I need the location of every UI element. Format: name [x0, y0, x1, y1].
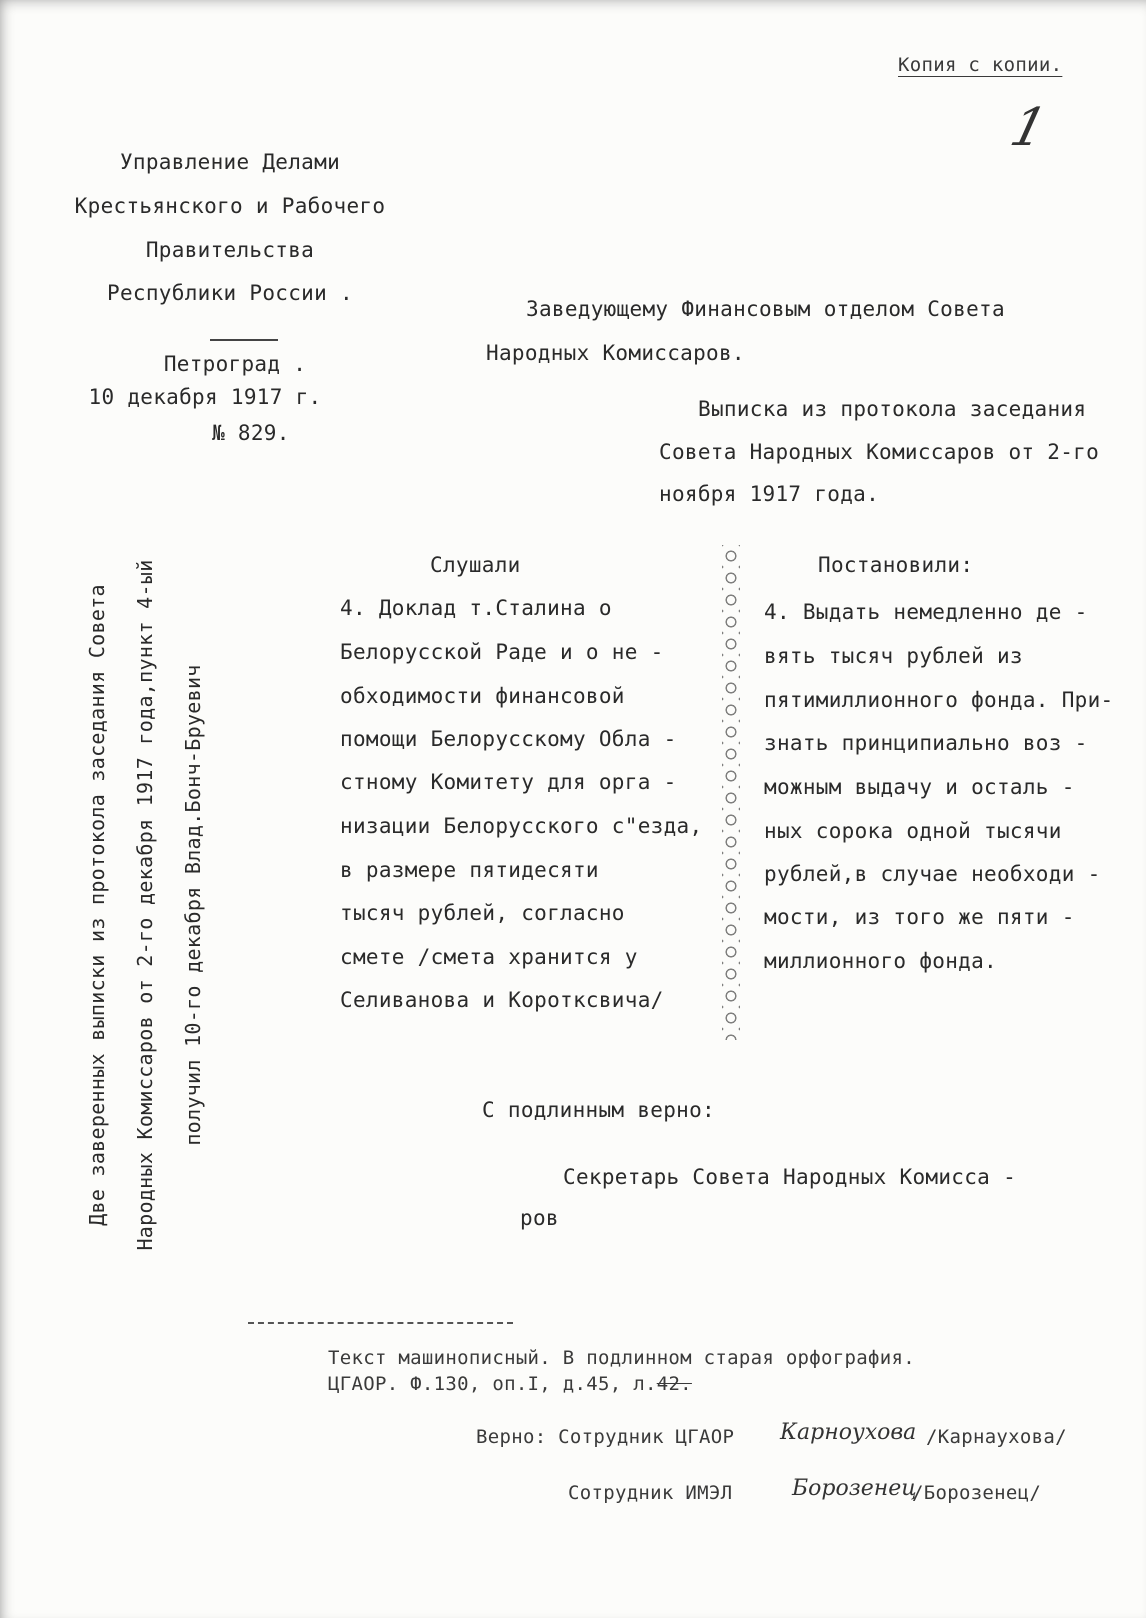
issuer-line-2: Крестьянского и Рабочего — [74, 194, 386, 218]
resolved-line: миллионного фонда. — [764, 949, 997, 973]
verified-signature: Карноухова — [780, 1420, 917, 1445]
resolved-line: 4. Выдать немедленно де - — [764, 600, 1088, 624]
issuer-date: 10 декабря 1917 г. — [88, 385, 322, 409]
resolved-line: мости, из того же пяти - — [764, 905, 1075, 929]
margin-note-line-2: Народных Комиссаров от 2-го декабря 1917 года,пункт 4-ый — [133, 559, 157, 1251]
resolved-heading: Постановили: — [818, 553, 974, 577]
archive-reference: ЦГАОР. Ф.130, оп.I, д.45, л. — [328, 1373, 657, 1395]
staff-label: Сотрудник ИМЭЛ — [568, 1482, 733, 1504]
secretary-line-1: Секретарь Совета Народных Комисса - — [563, 1165, 1017, 1189]
issuer-line-3: Правительства — [145, 238, 315, 262]
margin-note-line-1: Две заверенных выписки из протокола заседания Совета — [85, 584, 109, 1226]
subject-line-1: Выписка из протокола заседания — [698, 397, 1087, 421]
resolved-line: пятимиллионного фонда. При- — [764, 688, 1114, 712]
resolved-line: можным выдачу и осталь - — [764, 775, 1075, 799]
true-copy-line: С подлинным верно: — [482, 1098, 715, 1122]
copy-note: Копия с копии. — [898, 54, 1063, 76]
addressee-line-1: Заведующему Финансовым отделом Совета — [526, 297, 1005, 321]
resolved-line: рублей,в случае необходи - — [764, 862, 1101, 886]
heard-line: стному Комитету для орга - — [340, 770, 677, 794]
heard-line: смете /смета хранится у — [340, 945, 638, 969]
heard-line: Селиванова и Коротксвича/ — [340, 988, 664, 1012]
heard-line: тысяч рублей, согласно — [340, 901, 625, 925]
secretary-line-2: ров — [520, 1206, 559, 1230]
issuer-divider — [210, 339, 278, 341]
margin-note-line-3: получил 10-го декабря Влад.Бонч-Бруевич — [181, 664, 205, 1146]
archive-sheet: 42. — [656, 1373, 692, 1395]
heard-line: в размере пятидесяти — [340, 858, 599, 882]
staff-signature: Борозенец — [792, 1476, 917, 1501]
issuer-line-1: Управление Делами — [119, 150, 341, 174]
heard-line: Белорусской Раде и о не - — [340, 640, 664, 664]
resolved-line: вять тысяч рублей из — [764, 644, 1023, 668]
staff-name: /Борозенец/ — [912, 1482, 1042, 1504]
resolved-line: ных сорока одной тысячи — [764, 819, 1062, 843]
heard-line: помощи Белорусскому Обла - — [340, 727, 677, 751]
heard-line: обходимости финансовой — [340, 684, 625, 708]
subject-line-2: Совета Народных Комиссаров от 2-го — [659, 440, 1100, 464]
footnote-line-2 — [328, 1375, 692, 1394]
issuer-city: Петроград . — [163, 352, 307, 376]
footnote-line-1: Текст машинописный. В подлинном старая орфография. — [328, 1347, 915, 1369]
sheet-number: 1 — [1004, 98, 1053, 158]
verified-name: /Карнаухова/ — [926, 1426, 1067, 1448]
column-divider — [722, 545, 740, 1040]
issuer-line-4: Республики России . — [107, 281, 353, 305]
footnote-divider — [248, 1322, 513, 1324]
document-number: № 829. — [212, 421, 290, 445]
subject-line-3: ноября 1917 года. — [659, 482, 880, 506]
addressee-line-2: Народных Комиссаров. — [486, 341, 745, 365]
heard-line: 4. Доклад т.Сталина о — [340, 596, 612, 620]
heard-heading: Слушали — [430, 553, 521, 577]
resolved-line: знать принципиально воз - — [764, 731, 1088, 755]
heard-line: низации Белорусского с"езда, — [340, 814, 703, 838]
verified-label: Верно: Сотрудник ЦГАОР — [476, 1426, 735, 1448]
